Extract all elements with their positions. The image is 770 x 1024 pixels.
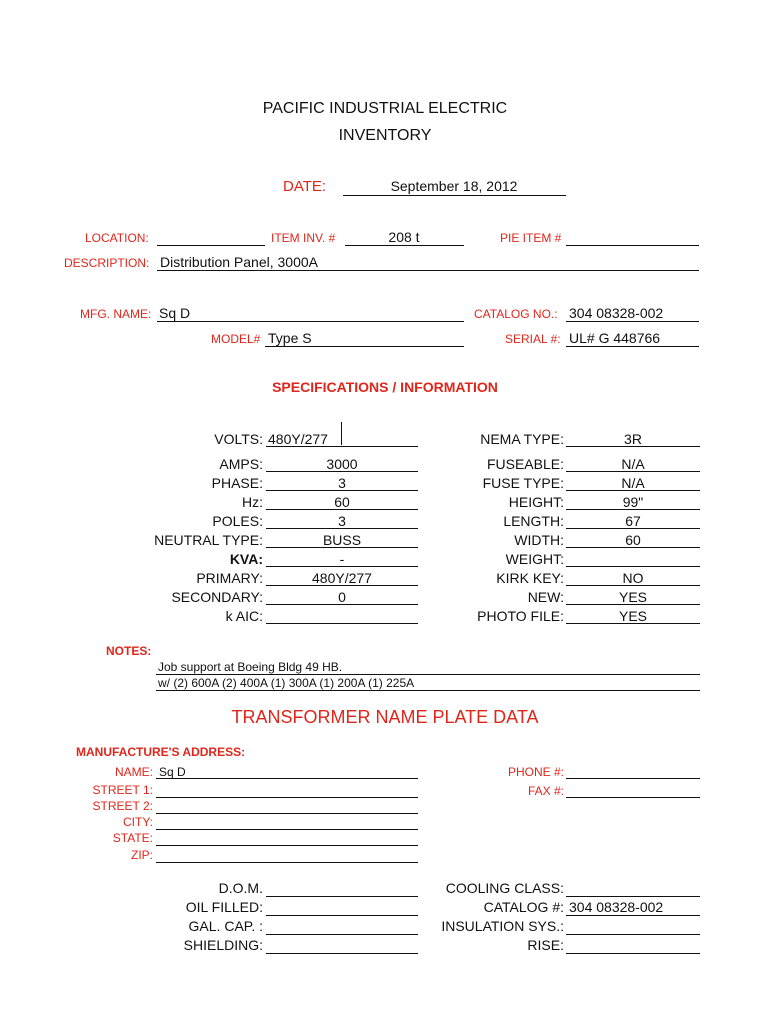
volts-label: VOLTS: xyxy=(214,431,263,447)
length-label: LENGTH: xyxy=(503,513,564,529)
nema-type-underline xyxy=(566,446,700,447)
weight-underline xyxy=(566,566,700,567)
fax-input[interactable] xyxy=(566,797,700,798)
state-label: STATE: xyxy=(112,831,153,845)
notes-line-1[interactable]: Job support at Boeing Bldg 49 HB. xyxy=(158,660,343,674)
street-1-label: STREET 1: xyxy=(92,783,153,797)
mfg-name-value[interactable]: Sq D xyxy=(159,305,191,321)
width-value[interactable]: 60 xyxy=(625,532,641,548)
mfg-name-underline xyxy=(157,321,464,322)
height-underline xyxy=(566,509,700,510)
new-underline xyxy=(566,604,700,605)
date-label: DATE: xyxy=(283,178,327,195)
insulation-sys-input[interactable] xyxy=(566,934,700,935)
mfg-name-label: MFG. NAME: xyxy=(80,307,152,321)
transformer-heading: TRANSFORMER NAME PLATE DATA xyxy=(231,707,539,727)
neutral-type-underline xyxy=(266,547,418,548)
date-value[interactable]: September 18, 2012 xyxy=(390,178,518,194)
kaic-label: k AIC: xyxy=(225,608,263,624)
primary-value[interactable]: 480Y/277 xyxy=(312,570,372,586)
kaic-underline xyxy=(266,623,418,624)
description-underline xyxy=(157,270,699,271)
phone-label: PHONE #: xyxy=(507,765,564,779)
dom-input[interactable] xyxy=(266,896,418,897)
kirk-key-value[interactable]: NO xyxy=(622,570,644,586)
cooling-class-label: COOLING CLASS: xyxy=(445,880,564,896)
amps-label: AMPS: xyxy=(219,456,263,472)
kirk-key-underline xyxy=(566,585,700,586)
width-label: WIDTH: xyxy=(514,532,564,548)
fuseable-value[interactable]: N/A xyxy=(621,456,645,472)
photo-file-label: PHOTO FILE: xyxy=(477,608,564,624)
width-underline xyxy=(566,547,700,548)
date-underline xyxy=(343,195,566,196)
pie-item-label: PIE ITEM # xyxy=(500,231,562,245)
catalog-no-underline xyxy=(566,321,699,322)
fuse-type-value[interactable]: N/A xyxy=(621,475,645,491)
inventory-subtitle: INVENTORY xyxy=(338,127,432,144)
neutral-type-label: NEUTRAL TYPE: xyxy=(154,532,263,548)
kva-underline xyxy=(266,566,418,567)
hz-underline xyxy=(266,509,418,510)
nema-type-label: NEMA TYPE: xyxy=(480,431,564,447)
height-label: HEIGHT: xyxy=(508,494,564,510)
poles-value[interactable]: 3 xyxy=(338,513,346,529)
serial-value[interactable]: UL# G 448766 xyxy=(569,330,661,346)
model-underline xyxy=(265,346,464,347)
insulation-sys-label: INSULATION SYS.: xyxy=(441,918,564,934)
notes-line-1-underline xyxy=(156,674,700,675)
manufacturer-address-heading: MANUFACTURE'S ADDRESS: xyxy=(76,745,246,759)
fuse-type-underline xyxy=(566,490,700,491)
model-value[interactable]: Type S xyxy=(268,330,312,346)
street-2-input[interactable] xyxy=(156,813,418,814)
volts-underline xyxy=(266,446,418,447)
zip-input[interactable] xyxy=(156,862,418,863)
notes-line-2[interactable]: w/ (2) 600A (2) 400A (1) 300A (1) 200A (1) 225A xyxy=(158,676,415,690)
rise-input[interactable] xyxy=(566,953,700,954)
rise-label: RISE: xyxy=(527,937,564,953)
name-underline xyxy=(156,778,418,779)
primary-underline xyxy=(266,585,418,586)
notes-line-2-underline xyxy=(156,690,700,691)
amps-underline xyxy=(266,471,418,472)
secondary-value[interactable]: 0 xyxy=(338,589,346,605)
hz-value[interactable]: 60 xyxy=(334,494,350,510)
pie-item-underline xyxy=(566,245,699,246)
weight-label: WEIGHT: xyxy=(505,551,564,567)
secondary-underline xyxy=(266,604,418,605)
phone-input[interactable] xyxy=(566,778,700,779)
item-inv-value[interactable]: 208 t xyxy=(388,229,420,245)
gal-cap-label: GAL. CAP. : xyxy=(188,918,263,934)
kirk-key-label: KIRK KEY: xyxy=(496,570,564,586)
kva-value[interactable]: - xyxy=(339,551,345,567)
city-label: CITY: xyxy=(122,815,153,829)
length-value[interactable]: 67 xyxy=(625,513,641,529)
city-input[interactable] xyxy=(156,829,418,830)
primary-label: PRIMARY: xyxy=(196,570,263,586)
secondary-label: SECONDARY: xyxy=(171,589,263,605)
neutral-type-value[interactable]: BUSS xyxy=(322,532,362,548)
state-input[interactable] xyxy=(156,845,418,846)
serial-underline xyxy=(566,346,699,347)
name-label: NAME: xyxy=(114,765,153,779)
hz-label: Hz: xyxy=(242,494,263,510)
poles-underline xyxy=(266,528,418,529)
fuse-type-label: FUSE TYPE: xyxy=(482,475,564,491)
name-value[interactable]: Sq D xyxy=(159,765,186,779)
phase-value[interactable]: 3 xyxy=(338,475,346,491)
height-value[interactable]: 99" xyxy=(622,494,644,510)
transformer-catalog-label: CATALOG #: xyxy=(483,899,564,915)
shielding-input[interactable] xyxy=(266,953,418,954)
street-2-label: STREET 2: xyxy=(92,799,153,813)
fax-label: FAX #: xyxy=(527,784,564,798)
oil-filled-label: OIL FILLED: xyxy=(185,899,263,915)
transformer-catalog-underline xyxy=(566,915,700,916)
text-cursor xyxy=(341,422,342,445)
company-title: PACIFIC INDUSTRIAL ELECTRIC xyxy=(262,100,508,117)
description-label: DESCRIPTION: xyxy=(64,256,150,270)
serial-label: SERIAL #: xyxy=(505,332,561,346)
fuseable-label: FUSEABLE: xyxy=(486,456,564,472)
length-underline xyxy=(566,528,700,529)
item-inv-underline xyxy=(345,245,464,246)
nema-type-value[interactable]: 3R xyxy=(624,431,642,447)
notes-label: NOTES: xyxy=(106,644,152,658)
location-label: LOCATION: xyxy=(85,231,149,245)
catalog-no-value[interactable]: 304 08328-002 xyxy=(569,305,664,321)
phase-label: PHASE: xyxy=(211,475,263,491)
model-label: MODEL# xyxy=(211,332,261,346)
catalog-no-label: CATALOG NO.: xyxy=(474,307,558,321)
dom-label: D.O.M. xyxy=(218,880,263,896)
description-value[interactable]: Distribution Panel, 3000A xyxy=(160,254,318,270)
fuseable-underline xyxy=(566,471,700,472)
street-1-input[interactable] xyxy=(156,797,418,798)
photo-file-value[interactable]: YES xyxy=(618,608,647,624)
amps-value[interactable]: 3000 xyxy=(326,456,358,472)
gal-cap-input[interactable] xyxy=(266,934,418,935)
transformer-catalog-value[interactable]: 304 08328-002 xyxy=(569,899,664,915)
cooling-class-input[interactable] xyxy=(566,896,700,897)
shielding-label: SHIELDING: xyxy=(183,937,263,953)
phase-underline xyxy=(266,490,418,491)
kva-label: KVA: xyxy=(229,551,263,567)
oil-filled-input[interactable] xyxy=(266,915,418,916)
zip-label: ZIP: xyxy=(130,848,153,862)
poles-label: POLES: xyxy=(212,513,263,529)
specs-heading: SPECIFICATIONS / INFORMATION xyxy=(272,379,498,395)
new-label: NEW: xyxy=(527,589,564,605)
location-underline xyxy=(157,245,265,246)
new-value[interactable]: YES xyxy=(618,589,647,605)
photo-file-underline xyxy=(566,623,700,624)
item-inv-label: ITEM INV. # xyxy=(271,231,336,245)
volts-value[interactable]: 480Y/277 xyxy=(268,431,328,447)
